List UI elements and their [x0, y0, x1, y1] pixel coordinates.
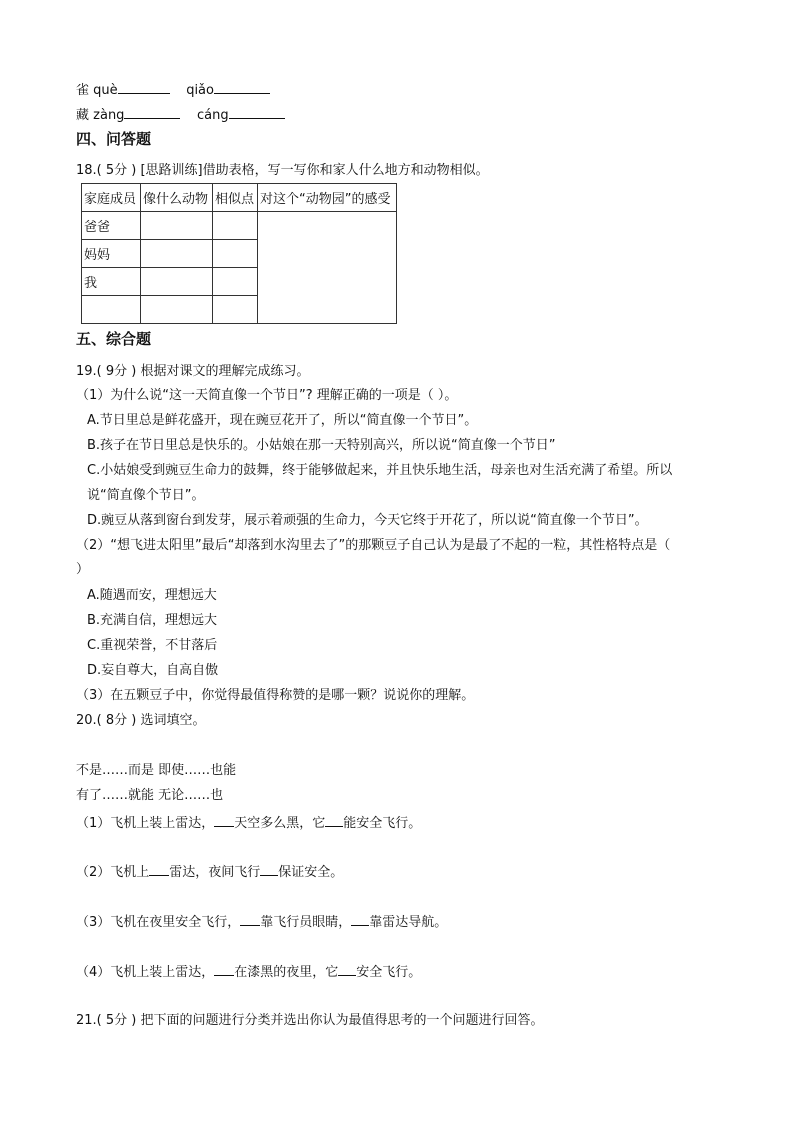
table-cell[interactable]	[141, 268, 213, 296]
item-text: 天空多么黑，它	[234, 816, 326, 831]
question-21: 21.( 5分 ) 把下面的问题进行分类并选出你认为最值得思考的一个问题进行回答。	[76, 1013, 544, 1028]
pinyin: qiǎo	[186, 83, 214, 98]
table-cell[interactable]	[213, 212, 258, 240]
item-text: 雷达，夜间飞行	[169, 865, 261, 880]
pinyin: zàng	[93, 108, 125, 123]
option: D.妄自尊大，自高自傲	[87, 663, 219, 678]
pinyin: què	[93, 83, 118, 98]
table-cell[interactable]	[141, 296, 213, 324]
section-heading: 五、综合题	[76, 330, 152, 348]
option: A.节日里总是鲜花盛开，现在豌豆花开了，所以“简直像一个节日”。	[87, 413, 478, 428]
table-header: 相似点	[213, 184, 258, 212]
answer-blank[interactable]	[338, 962, 356, 976]
answer-blank[interactable]	[325, 813, 343, 827]
answer-blank[interactable]	[118, 80, 170, 94]
family-table	[81, 183, 397, 324]
table-cell: 爸爸	[82, 212, 141, 240]
item-text: （2）飞机上	[76, 865, 150, 880]
item-text: （4）飞机上装上雷达，	[76, 965, 215, 980]
word-options: 不是……而是 即使……也能	[76, 763, 237, 778]
item-text: 靠飞行员眼睛，	[260, 915, 352, 930]
answer-blank[interactable]	[214, 813, 234, 827]
option: C.小姑娘受到豌豆生命力的鼓舞，终于能够做起来，并且快乐地生活，母亲也对生活充满了希望。所以	[87, 463, 673, 478]
item-text: 在漆黑的夜里，它	[234, 965, 339, 980]
option: C.重视荣誉，不甘落后	[87, 638, 218, 653]
answer-blank[interactable]	[149, 862, 169, 876]
table-cell[interactable]	[213, 268, 258, 296]
answer-blank[interactable]	[351, 912, 369, 926]
option: 说“简直像个节日”。	[87, 488, 205, 503]
sub-question: ）	[76, 562, 90, 577]
option: B.孩子在节日里总是快乐的。小姑娘在那一天特别高兴，所以说“简直像一个节日”	[87, 438, 556, 453]
answer-blank[interactable]	[260, 862, 278, 876]
question-20: 20.( 8分 ) 选词填空。	[76, 713, 206, 728]
word-options: 有了……就能 无论……也	[76, 788, 224, 803]
table-header: 像什么动物	[141, 184, 213, 212]
char: 藏	[76, 108, 90, 123]
item-text: （3）飞机在夜里安全飞行，	[76, 915, 241, 930]
fill-item	[76, 862, 343, 882]
table-cell[interactable]	[213, 296, 258, 324]
table-cell[interactable]	[141, 212, 213, 240]
question-19: 19.( 9分 ) 根据对课文的理解完成练习。	[76, 364, 310, 379]
option: A.随遇而安，理想远大	[87, 588, 217, 603]
item-text: 能安全飞行。	[343, 816, 422, 831]
table-cell[interactable]	[258, 212, 397, 324]
table-cell[interactable]	[213, 240, 258, 268]
table-header: 对这个“动物园”的感受	[258, 184, 397, 212]
sub-question: （1）为什么说“这一天简直像一个节日”? 理解正确的一项是（ ）。	[76, 388, 458, 403]
answer-blank[interactable]	[240, 912, 260, 926]
table-cell: 妈妈	[82, 240, 141, 268]
option: D.豌豆从落到窗台到发芽，展示着顽强的生命力，今天它终于开花了，所以说“简直像一个节日”。	[87, 513, 648, 528]
answer-blank[interactable]	[229, 105, 285, 119]
section-heading: 四、问答题	[76, 130, 152, 148]
option: B.充满自信，理想远大	[87, 613, 218, 628]
item-text: （1）飞机上装上雷达，	[76, 816, 215, 831]
fill-item	[76, 813, 421, 833]
answer-blank[interactable]	[214, 80, 270, 94]
pinyin: cáng	[196, 108, 229, 123]
item-text: 靠雷达导航。	[369, 915, 448, 930]
question-18: 18.( 5分 ) [思路训练]借助表格，写一写你和家人什么地方和动物相似。	[76, 163, 489, 178]
item-text: 保证安全。	[278, 865, 344, 880]
table-cell[interactable]	[141, 240, 213, 268]
pinyin-row-1	[76, 80, 270, 100]
table-cell: 我	[82, 268, 141, 296]
sub-question: （2）“想飞进太阳里”最后“却落到水沟里去了”的那颗豆子自己认为是最了不起的一粒，其性格特点是（	[76, 538, 671, 553]
fill-item	[76, 912, 447, 932]
item-text: 安全飞行。	[356, 965, 422, 980]
sub-question: （3）在五颗豆子中，你觉得最值得称赞的是哪一颗？说说你的理解。	[76, 688, 475, 703]
fill-item	[76, 962, 421, 982]
answer-blank[interactable]	[214, 962, 234, 976]
answer-blank[interactable]	[124, 105, 180, 119]
pinyin-row-2	[76, 105, 285, 125]
char: 雀	[76, 83, 90, 98]
table-header: 家庭成员	[82, 184, 141, 212]
table-cell	[82, 296, 141, 324]
